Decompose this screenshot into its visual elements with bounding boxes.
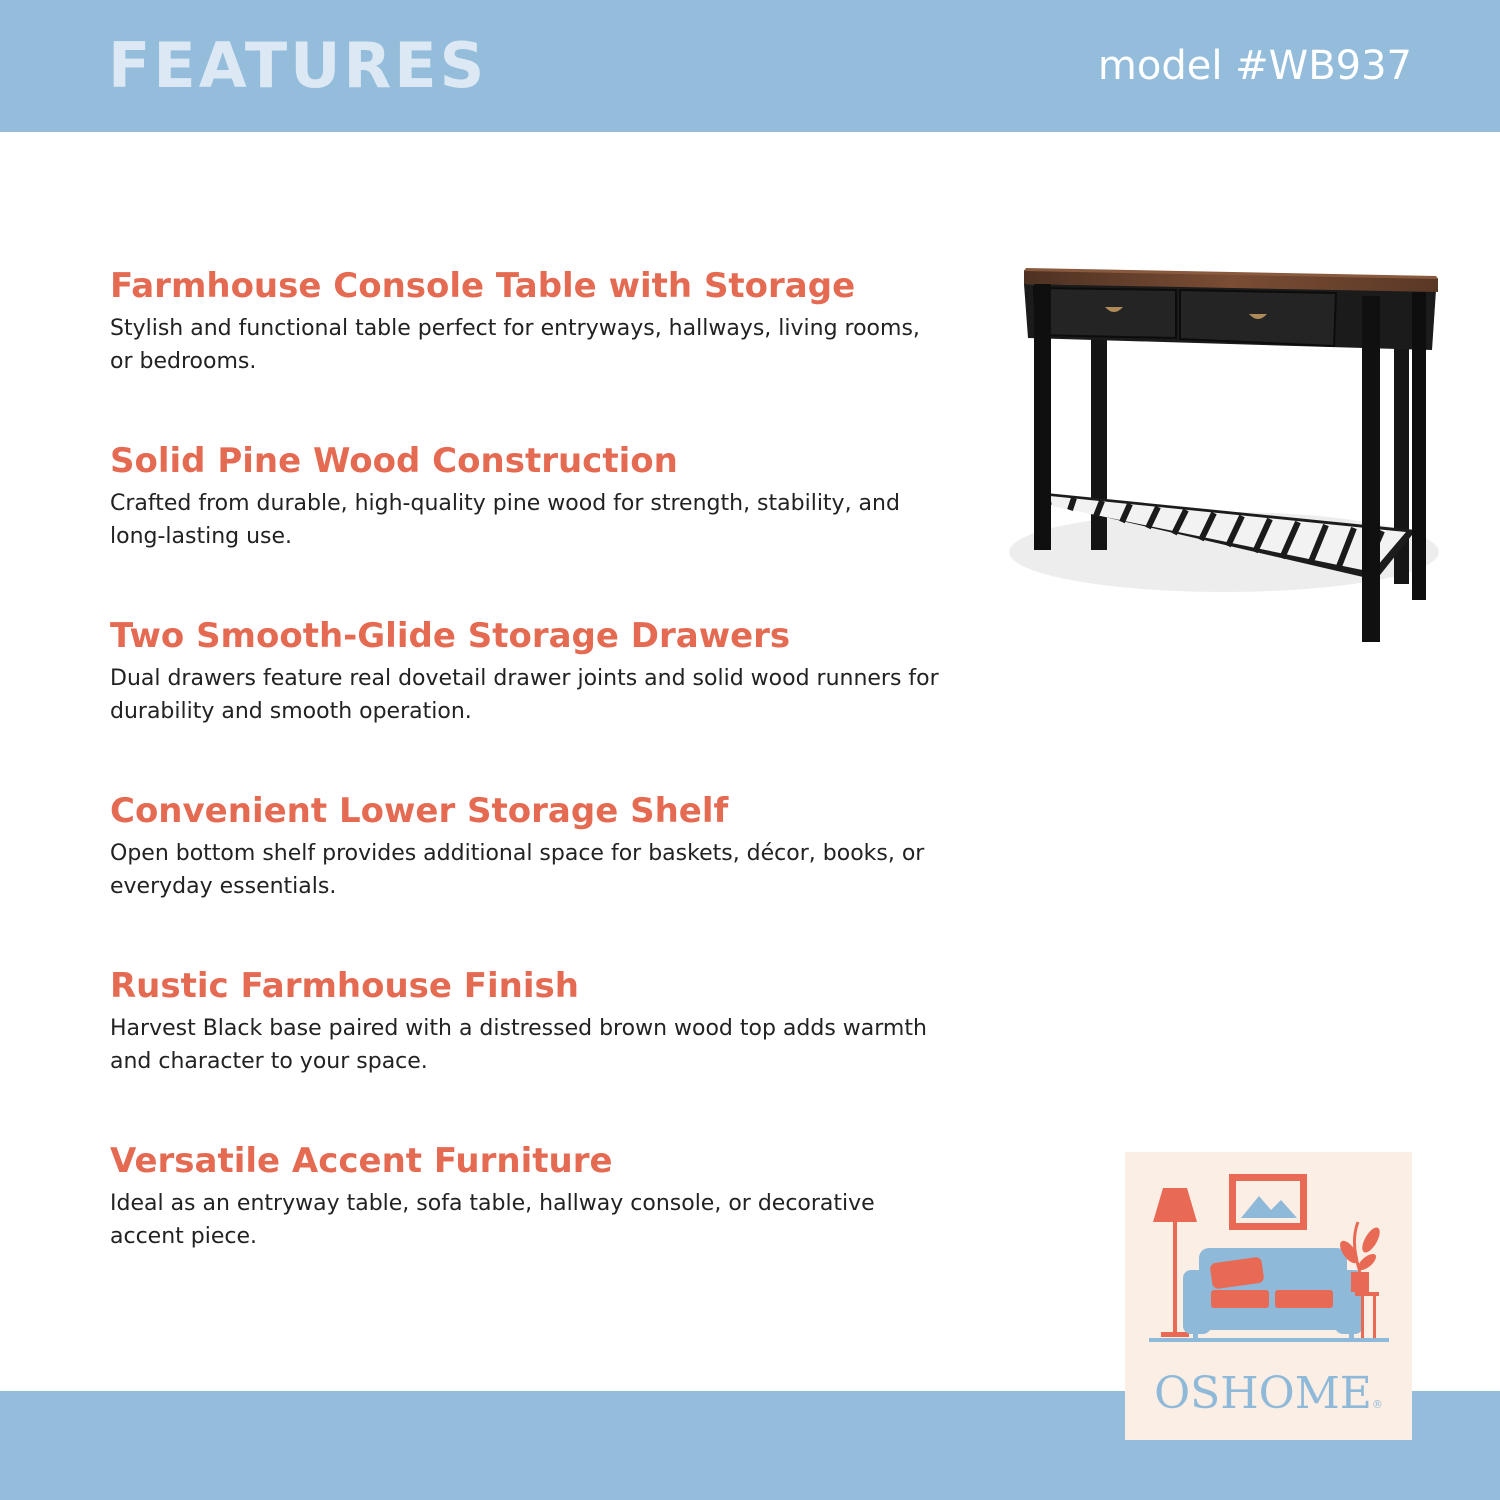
console-table-image (1004, 252, 1454, 652)
registered-mark: ® (1371, 1398, 1383, 1411)
brand-name: OSHOME® (1154, 1368, 1383, 1419)
model-number: model #WB937 (1097, 43, 1412, 89)
feature-item (110, 962, 950, 1137)
feature-description: Dual drawers feature real dovetail drawer joints and solid wood runners for durability and smooth operation. (110, 666, 939, 724)
header-band (0, 0, 1500, 132)
feature-item (110, 437, 950, 612)
feature-item (110, 612, 950, 787)
feature-description: Crafted from durable, high-quality pine wood for strength, stability, and long-lasting use. (110, 491, 900, 549)
brand-logo (1125, 1152, 1412, 1440)
feature-title: Versatile Accent Furniture (110, 1141, 613, 1181)
feature-title: Two Smooth-Glide Storage Drawers (110, 616, 791, 656)
page-heading: FEATURES (108, 29, 488, 102)
feature-list (110, 262, 950, 1312)
feature-title: Farmhouse Console Table with Storage (110, 266, 856, 306)
feature-title: Rustic Farmhouse Finish (110, 966, 579, 1006)
feature-description: Open bottom shelf provides additional space for baskets, décor, books, or everyday essentials. (110, 841, 925, 899)
feature-description: Harvest Black base paired with a distressed brown wood top adds warmth and character to your space. (110, 1016, 927, 1074)
feature-item (110, 1137, 950, 1312)
feature-description: Ideal as an entryway table, sofa table, hallway console, or decorative accent piece. (110, 1191, 875, 1249)
feature-title: Solid Pine Wood Construction (110, 441, 678, 481)
feature-item (110, 787, 950, 962)
feature-item (110, 262, 950, 437)
feature-title: Convenient Lower Storage Shelf (110, 791, 729, 831)
feature-description: Stylish and functional table perfect for entryways, hallways, living rooms, or bedrooms. (110, 316, 920, 374)
